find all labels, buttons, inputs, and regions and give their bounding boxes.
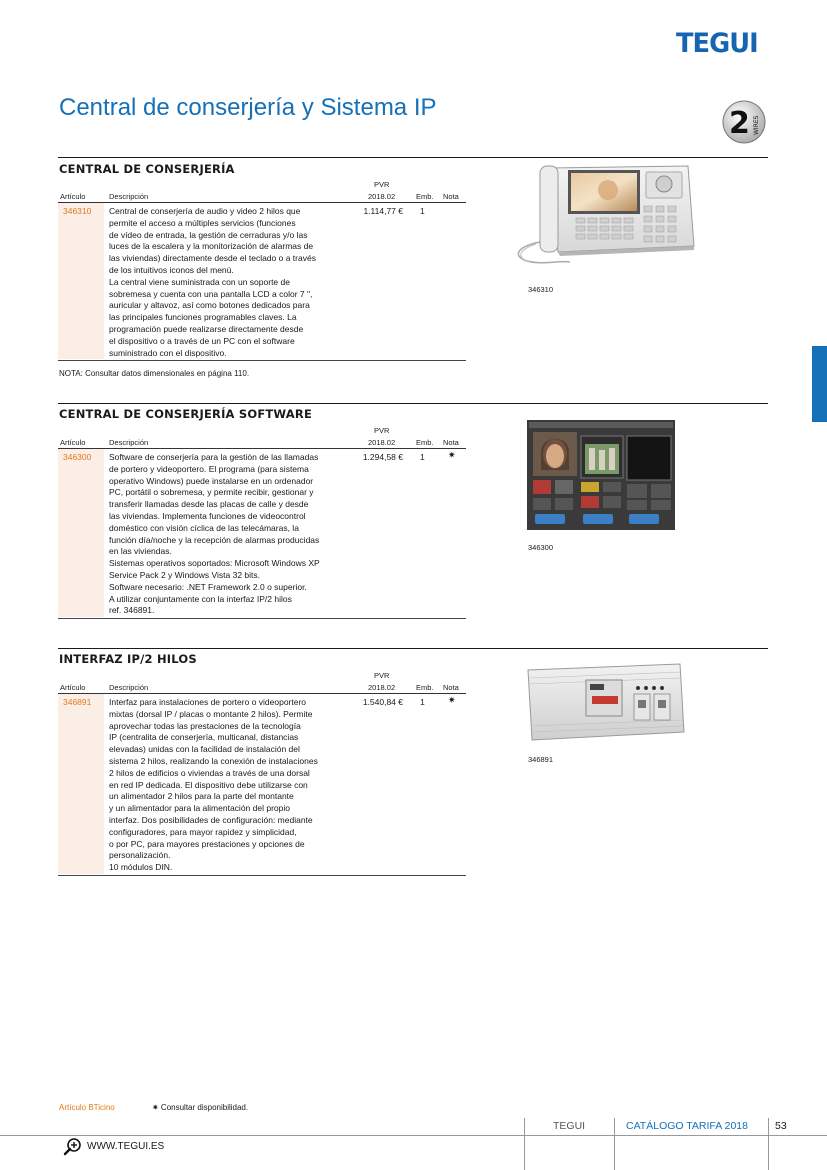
col-pvr: PVR <box>374 426 390 435</box>
article-price: 1.294,58 € <box>362 452 403 462</box>
col-descripcion: Descripción <box>109 438 149 447</box>
col-articulo: Artículo <box>60 192 86 201</box>
col-articulo: Artículo <box>60 438 86 447</box>
image-caption: 346891 <box>528 755 554 764</box>
article-emb: 1 <box>420 697 425 707</box>
article-code: 346300 <box>63 452 92 462</box>
col-descripcion: Descripción <box>109 192 149 201</box>
page-title: Central de conserjería y Sistema IP <box>59 94 437 121</box>
svg-text:2: 2 <box>729 106 750 141</box>
col-emb: Emb. <box>416 683 434 692</box>
two-wires-badge-icon <box>718 100 766 144</box>
article-emb: 1 <box>420 206 425 216</box>
din-interface-image <box>526 662 686 744</box>
col-pvr-year: 2018.02 <box>368 438 396 447</box>
col-emb: Emb. <box>416 192 434 201</box>
svg-text:WIRES: WIRES <box>753 115 760 135</box>
page-number: 53 <box>775 1120 787 1132</box>
console-product-image <box>510 162 696 270</box>
article-code: 346891 <box>63 697 92 707</box>
col-pvr: PVR <box>374 671 390 680</box>
article-description: Software de conserjería para la gestión de las llamadas de portero y videoportero. El programa (para sistema operativo Windows) puede instalarse en un ordenador PC, portátil o sobremesa, y permite recibir, gestionar y transferir llamadas desde las placas de calle y desde las viviendas. Implementa funciones de videocontrol doméstico con visión cíclica de las telecámaras, la función día/noche y la recepción de alarmas producidas en las viviendas. Sistemas operativos soportados: Microsoft Windows XP Service Pack 2 y Windows Vista 32 bits. Software necesario: .NET Framework 2.0 o superior. A utilizar conjuntamente con la interfaz IP/2 hilos ref. 346891. <box>109 452 320 616</box>
section-note: NOTA: Consultar datos dimensionales en página 110. <box>59 369 250 378</box>
article-price: 1.114,77 € <box>363 206 403 216</box>
section-title: INTERFAZ IP/2 HILOS <box>59 652 197 666</box>
section-divider <box>58 403 768 404</box>
table-bottom-line <box>58 360 466 361</box>
legend-article-code: Artículo BTicino <box>59 1103 115 1112</box>
zoom-plus-icon <box>63 1137 83 1157</box>
footer-divider <box>768 1118 769 1170</box>
section-title: CENTRAL DE CONSERJERÍA SOFTWARE <box>59 407 313 421</box>
side-section-tab <box>812 346 827 422</box>
footer-brand: TEGUI <box>553 1120 586 1132</box>
article-description: Interfaz para instalaciones de portero o videoportero mixtas (dorsal IP / placas o montante 2 hilos). Permite aprovechar todas las prestaciones de la tecnología IP (centralita de conserjería, multicanal, distancias elevadas) unidas con la facilidad de instalación del sistema 2 hilos, realizando la conexión de instalaciones 2 hilos de edificios o viviendas a través de una dorsal en red IP dedicada. El dispositivo debe utilizarse con un alimentador 2 hilos para la parte del montante y un alimentador para la alimentación del propio interfaz. Dos posibilidades de configuración: mediante configuradores, para mayor rapidez y simplicidad, o por PC, para mayores prestaciones y opciones de personalización. 10 módulos DIN. <box>109 697 318 873</box>
article-code: 346310 <box>63 206 92 216</box>
col-nota: Nota <box>443 192 459 201</box>
table-header-line <box>58 448 466 449</box>
col-pvr-year: 2018.02 <box>368 192 396 201</box>
availability-mark: ✷ <box>448 696 456 706</box>
col-nota: Nota <box>443 438 459 447</box>
table-header-line <box>58 693 466 694</box>
col-emb: Emb. <box>416 438 434 447</box>
col-articulo: Artículo <box>60 683 86 692</box>
legend-availability: ✷ Consultar disponibilidad. <box>152 1103 249 1112</box>
footer-divider <box>524 1118 525 1170</box>
section-divider <box>58 157 768 158</box>
availability-mark: ✷ <box>448 451 456 461</box>
col-nota: Nota <box>443 683 459 692</box>
table-bottom-line <box>58 618 466 619</box>
website-link[interactable]: WWW.TEGUI.ES <box>87 1141 165 1152</box>
col-descripcion: Descripción <box>109 683 149 692</box>
col-pvr: PVR <box>374 180 390 189</box>
footer-divider <box>614 1118 615 1170</box>
article-emb: 1 <box>420 452 425 462</box>
article-price: 1.540,84 € <box>362 697 403 707</box>
image-caption: 346310 <box>528 285 554 294</box>
col-pvr-year: 2018.02 <box>368 683 396 692</box>
code-cell-bg <box>58 694 104 874</box>
footer-rule <box>0 1135 827 1136</box>
brand-logo: TEGUI <box>676 28 758 59</box>
footer-catalog: CATÁLOGO TARIFA 2018 <box>626 1120 748 1132</box>
image-caption: 346300 <box>528 543 554 552</box>
article-description: Central de conserjería de audio y video 2 hilos que permite el acceso a múltiples servicios (funciones de vídeo de entrada, la gestión de cerraduras y/o las luces de la escalera y la monitorización de alarmas de las viviendas) directamente desde el teclado o a través de los intuitivos iconos del menú. La central viene suministrada con un soporte de sobremesa y cuenta con una pantalla LCD a color 7 ", auricular y altavoz, así como botones dedicados para las principales funciones programables claves. La programación puede realizarse directamente desde el dispositivo o a través de un PC con el software suministrado con el dispositivo. <box>109 206 316 358</box>
section-divider <box>58 648 768 649</box>
software-screenshot-image <box>527 420 675 530</box>
code-cell-bg <box>58 449 104 617</box>
table-header-line <box>58 202 466 203</box>
table-bottom-line <box>58 875 466 876</box>
section-title: CENTRAL DE CONSERJERÍA <box>59 162 235 176</box>
code-cell-bg <box>58 203 104 359</box>
